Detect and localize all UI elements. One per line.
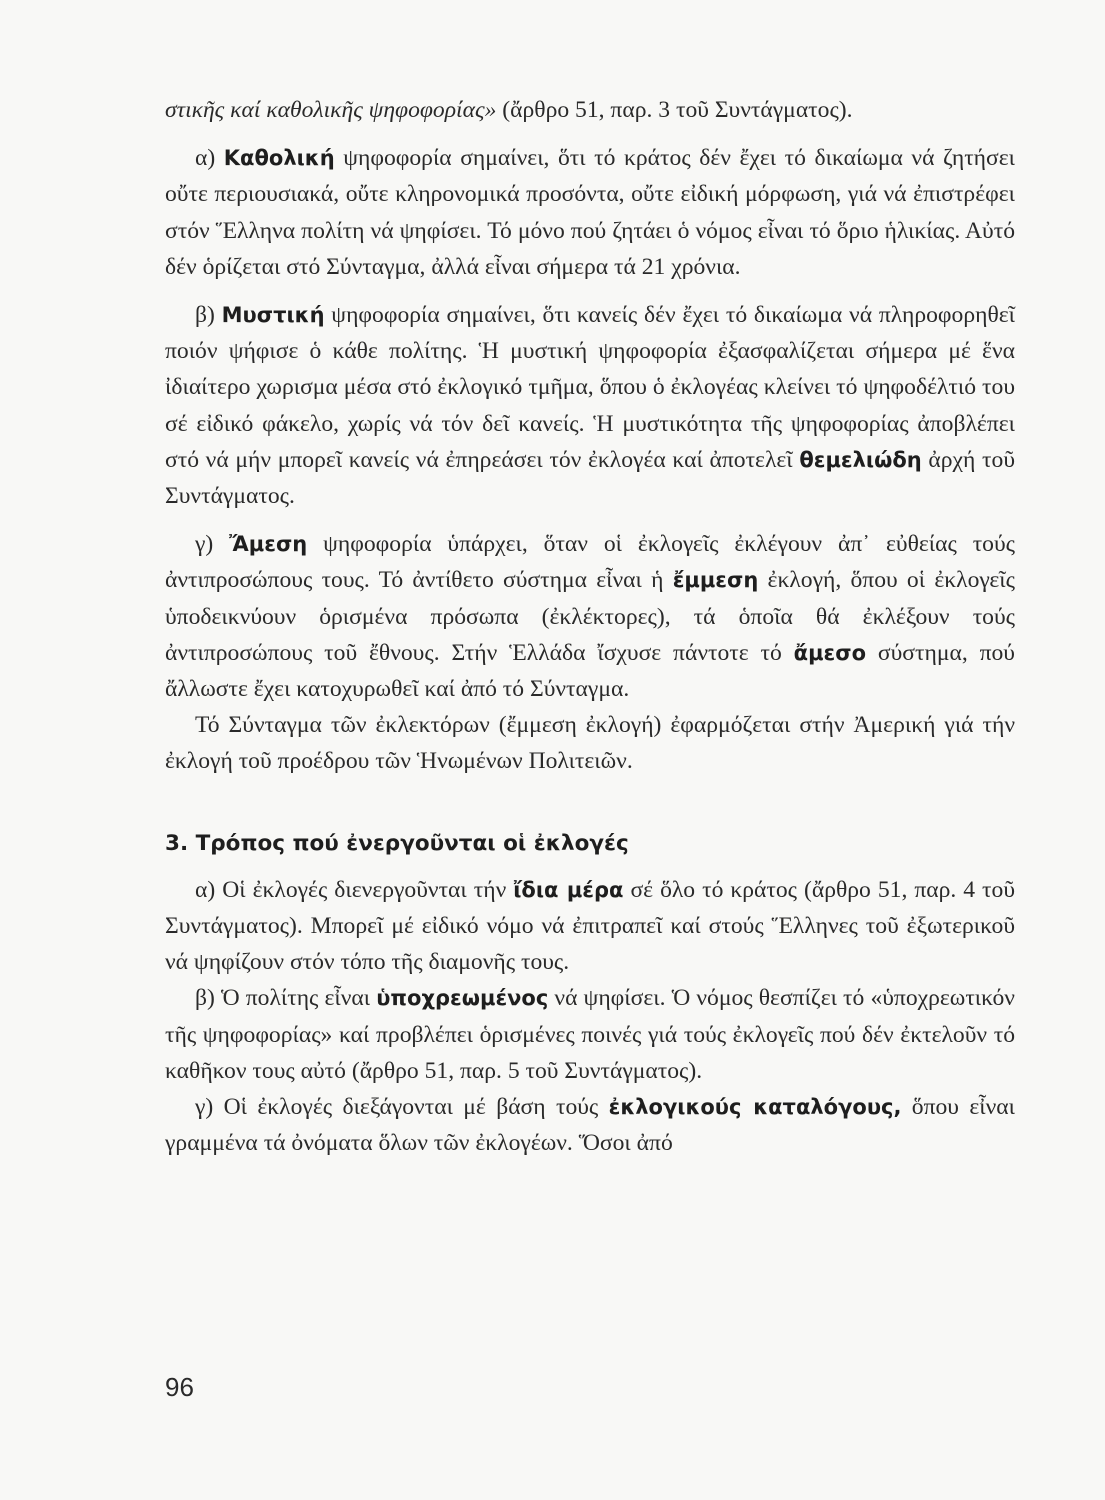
body-text xyxy=(165,92,1015,1161)
bold-term: ἔμμεση xyxy=(672,568,759,593)
page-number: 96 xyxy=(165,1372,194,1402)
paragraph-continuation: στικῆς καί καθολικῆς ψηφοφορίας» (ἄρθρο 51, παρ. 3 τοῦ Συντάγματος). xyxy=(165,97,853,123)
paragraph-mandatory: β) Ὁ πολίτης εἶναι ὑποχρεωμένος νά ψηφίσει. Ὁ νόμος θεσπίζει τό «ὑποχρεωτικόν τῆς ψηφοφορίας» καί προβλέπει ὁρισμένες ποινές γιά τούς ἐκλογεῖς πού δέν ἐκτελοῦν τό καθῆκον τους αὐτό (ἄρθρο 51, παρ. 5 τοῦ Συντάγματος). xyxy=(165,985,1015,1084)
bold-term: ἄμεσο xyxy=(793,640,867,665)
paragraph-electors: Τό Σύνταγμα τῶν ἐκλεκτόρων (ἔμμεση ἐκλογή) ἐφαρμόζεται στήν Ἀμερική γιά τήν ἐκλογή τοῦ προέδρου τῶν Ἡνωμένων Πολιτειῶν. xyxy=(165,712,1015,775)
italic-quote: στικῆς καί καθολικῆς ψηφοφορίας» xyxy=(165,97,497,123)
bold-term: ὑποχρεωμένος xyxy=(376,986,549,1011)
paragraph-universal-vote: α) Καθολική ψηφοφορία σημαίνει, ὅτι τό κράτος δέν ἔχει τό δικαίωμα νά ζητήσει οὔτε περιουσιακά, οὔτε κληρονομικά προσόντα, οὔτε εἰδική μόρφωση, γιά νά ἐπιστρέφει στόν Ἕλληνα πολίτη νά ψηφίσει. Τό μόνο πού ζητάει ὁ νόμος εἶναι τό ὅριο ἡλικίας. Αὐτό δέν ὁρίζεται στό Σύνταγμα, ἀλλά εἶναι σήμερα τά 21 χρόνια. xyxy=(165,145,1015,280)
bold-term: Μυστική xyxy=(221,303,325,328)
bold-term: ἴδια μέρα xyxy=(513,877,624,902)
bold-term: θεμελιώδη xyxy=(799,447,922,472)
paragraph-direct-vote: γ) Ἄμεση ψηφοφορία ὑπάρχει, ὅταν οἱ ἐκλογεῖς ἐκλέγουν ἀπ᾽ εὐθείας τούς ἀντιπροσώπους τους. Τό ἀντίθετο σύστημα εἶναι ἡ ἔμμεση ἐκλογή, ὅπου οἱ ἐκλογεῖς ὑποδεικνύουν ὁρισμένα πρόσωπα (ἐκλέκτορες), τά ὁποῖα θά ἐκλέξουν τούς ἀντιπροσώπους τοῦ ἔθνους. Στήν Ἑλλάδα ἴσχυσε πάντοτε τό ἄμεσο σύστημα, πού ἄλλωστε ἔχει κατοχυρωθεῖ καί ἀπό τό Σύνταγμα. xyxy=(165,531,1016,703)
bold-term: ἐκλογικούς καταλόγους, xyxy=(608,1095,902,1120)
bold-term: Ἄμεση xyxy=(229,532,308,557)
bold-term: Καθολική xyxy=(223,146,335,171)
section-heading: 3. Τρόπος πού ἐνεργοῦνται οἱ ἐκλογές xyxy=(165,830,629,856)
paragraph-secret-vote: β) Μυστική ψηφοφορία σημαίνει, ὅτι κανείς δέν ἔχει τό δικαίωμα νά πληροφορηθεῖ ποιόν ψήφισε ὁ κάθε πολίτης. Ἡ μυστική ψηφοφορία ἐξασφαλίζεται σήμερα μέ ἕνα ἰδιαίτερο χωρισμα μέσα στό ἐκλογικό τμῆμα, ὅπου ὁ ἐκλογέας κλείνει τό ψηφοδέλτιό του σέ εἰδικό φάκελο, χωρίς νά τόν δεῖ κανείς. Ἡ μυστικότητα τῆς ψηφοφορίας ἀποβλέπει στό νά μήν μπορεῖ κανείς νά ἐπηρεάσει τόν ἐκλογέα καί ἀποτελεῖ θεμελιώδη ἀρχή τοῦ Συντάγματος. xyxy=(165,302,1015,510)
paragraph-same-day: α) Οἱ ἐκλογές διενεργοῦνται τήν ἴδια μέρα σέ ὅλο τό κράτος (ἄρθρο 51, παρ. 4 τοῦ Συντάγματος). Μπορεῖ μέ εἰδικό νόμο νά ἐπιτραπεῖ καί στούς Ἕλληνες τοῦ ἐξωτερικοῦ νά ψηφίζουν στόν τόπο τῆς διαμονῆς τους. xyxy=(165,876,1016,976)
paragraph-electoral-rolls: γ) Οἱ ἐκλογές διεξάγονται μέ βάση τούς ἐκλογικούς καταλόγους, ὅπου εἶναι γραμμένα τά ὀνόματα ὅλων τῶν ἐκλογέων. Ὅσοι ἀπό xyxy=(165,1094,1015,1157)
